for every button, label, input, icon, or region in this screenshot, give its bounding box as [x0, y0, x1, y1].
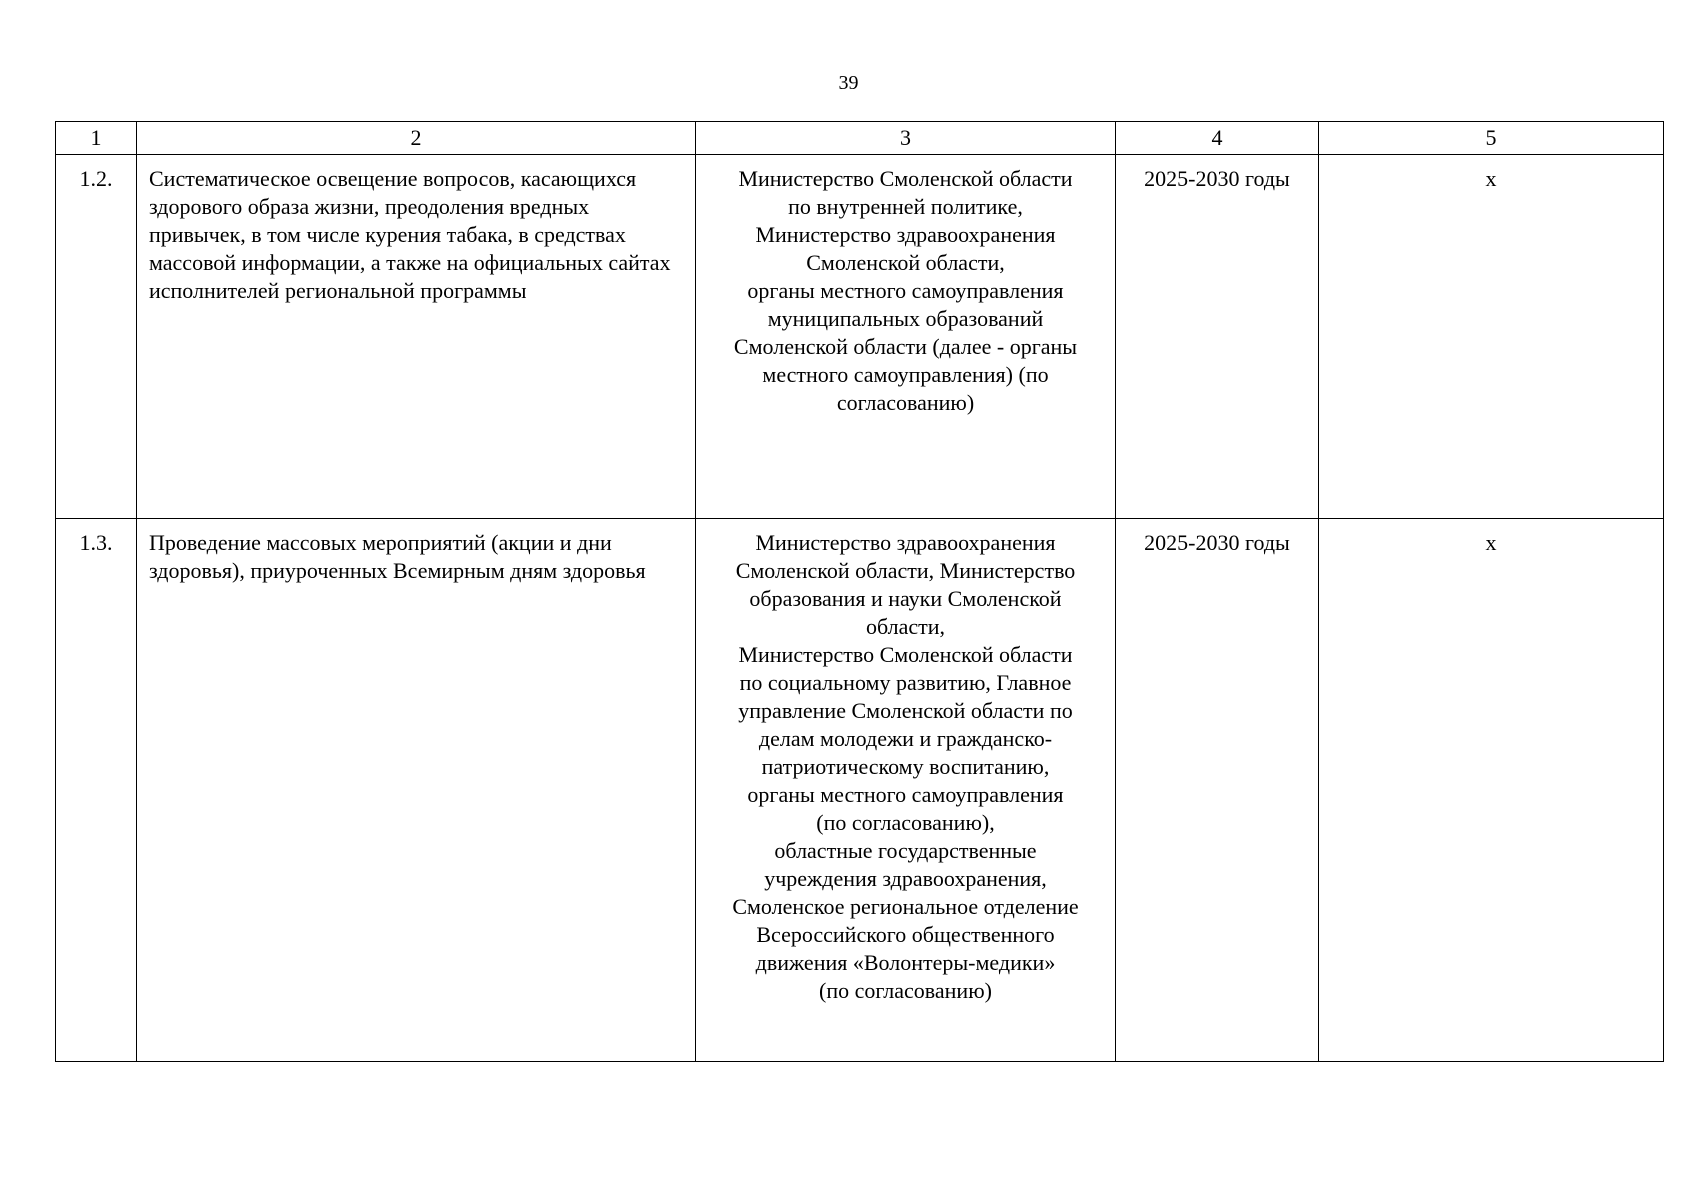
column-number-2: 2	[137, 122, 696, 155]
column-number-1: 1	[56, 122, 137, 155]
measure-executors: Министерство Смоленской области по внутренней политике, Министерство здравоохранения Смоленской области, органы местного самоуправления муниципальных образований Смоленской области (далее - органы местного самоуправления) (по согласованию)	[696, 155, 1116, 519]
column-number-4: 4	[1116, 122, 1319, 155]
table-row	[56, 155, 1664, 519]
measure-term: 2025-2030 годы	[1116, 519, 1319, 1062]
measure-executors: Министерство здравоохранения Смоленской области, Министерство образования и науки Смоленской области, Министерство Смоленской области по социальному развитию, Главное управление Смоленской области по делам молодежи и гражданско- патриотическому воспитанию, органы местного самоуправления (по согласованию), областные государственные учреждения здравоохранения, Смоленское региональное отделение Всероссийского общественного движения «Волонтеры-медики» (по согласованию)	[696, 519, 1116, 1062]
measure-description: Систематическое освещение вопросов, касающихся здорового образа жизни, преодоления вредных привычек, в том числе курения табака, в средствах массовой информации, а также на официальных сайтах исполнителей региональной программы	[137, 155, 696, 519]
measure-mark: х	[1319, 155, 1664, 519]
measure-mark: х	[1319, 519, 1664, 1062]
table-header-row	[56, 122, 1664, 155]
program-measures-table	[55, 121, 1664, 1062]
page-number: 39	[838, 72, 859, 94]
measure-number: 1.2.	[56, 155, 137, 519]
measure-term: 2025-2030 годы	[1116, 155, 1319, 519]
table-row	[56, 519, 1664, 1062]
measure-number: 1.3.	[56, 519, 137, 1062]
column-number-3: 3	[696, 122, 1116, 155]
measure-description: Проведение массовых мероприятий (акции и дни здоровья), приуроченных Всемирным дням здоровья	[137, 519, 696, 1062]
column-number-5: 5	[1319, 122, 1664, 155]
